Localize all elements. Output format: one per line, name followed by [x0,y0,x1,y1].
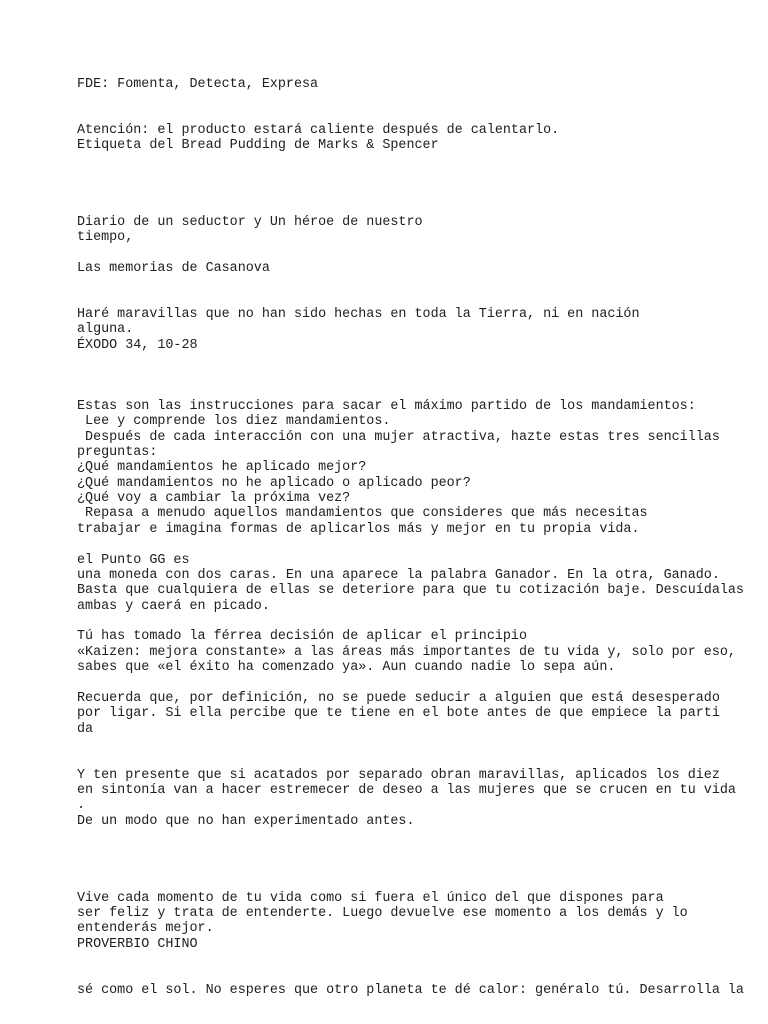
text-line: . [77,798,86,813]
text-line: ÉXODO 34, 10-28 [77,338,198,353]
text-line: Diario de un seductor y Un héroe de nuestro [77,215,423,230]
text-line: Recuerda que, por definición, no se puede seducir a alguien que está desesperado [77,691,720,706]
text-line: preguntas: [77,445,158,460]
text-line: De un modo que no han experimentado antes. [77,814,415,829]
text-line: sabes que «el éxito ha comenzado ya». Aun cuando nadie lo sepa aún. [77,660,616,675]
text-line: Tú has tomado la férrea decisión de aplicar el principio [77,629,527,644]
text-line: PROVERBIO CHINO [77,937,198,952]
text-line: Y ten presente que si acatados por separado obran maravillas, aplicados los diez [77,768,720,783]
text-line: trabajar e imagina formas de aplicarlos más y mejor en tu propia vida. [77,522,640,537]
text-line: ser feliz y trata de entenderte. Luego devuelve ese momento a los demás y lo [77,906,688,921]
text-line: ¿Qué voy a cambiar la próxima vez? [77,491,351,506]
text-line: tiempo, [77,230,134,245]
text-line: por ligar. Si ella percibe que te tiene en el bote antes de que empiece la parti [77,706,720,721]
text-line: Las memorias de Casanova [77,261,270,276]
text-line: FDE: Fomenta, Detecta, Expresa [77,77,319,92]
text-line: Etiqueta del Bread Pudding de Marks & Spencer [77,138,439,153]
text-line: en sintonía van a hacer estremecer de deseo a las mujeres que se crucen en tu vida [77,783,736,798]
text-line: Basta que cualquiera de ellas se deteriore para que tu cotización baje. Descuídalas [77,583,744,598]
text-line: Atención: el producto estará caliente después de calentarlo. [77,123,560,138]
text-line: sé como el sol. No esperes que otro planeta te dé calor: genéralo tú. Desarrolla la [77,983,744,998]
text-line: ambas y caerá en picado. [77,599,270,614]
text-line: Haré maravillas que no han sido hechas en toda la Tierra, ni en nación [77,307,640,322]
text-line: una moneda con dos caras. En una aparece la palabra Ganador. En la otra, Ganado. [77,568,720,583]
text-line: Después de cada interacción con una mujer atractiva, hazte estas tres sencillas [77,430,720,445]
text-line: el Punto GG es [77,553,190,568]
text-line: Vive cada momento de tu vida como si fuera el único del que dispones para [77,891,664,906]
text-line: ¿Qué mandamientos no he aplicado o aplicado peor? [77,476,471,491]
text-line: Repasa a menudo aquellos mandamientos que consideres que más necesitas [77,506,648,521]
text-line: Lee y comprende los diez mandamientos. [77,414,391,429]
text-line: Estas son las instrucciones para sacar el máximo partido de los mandamientos: [77,399,696,414]
text-line: ¿Qué mandamientos he aplicado mejor? [77,460,367,475]
text-line: da [77,722,94,737]
text-line: «Kaizen: mejora constante» a las áreas más importantes de tu vida y, solo por eso, [77,645,736,660]
text-line: alguna. [77,322,134,337]
text-line: entenderás mejor. [77,921,214,936]
